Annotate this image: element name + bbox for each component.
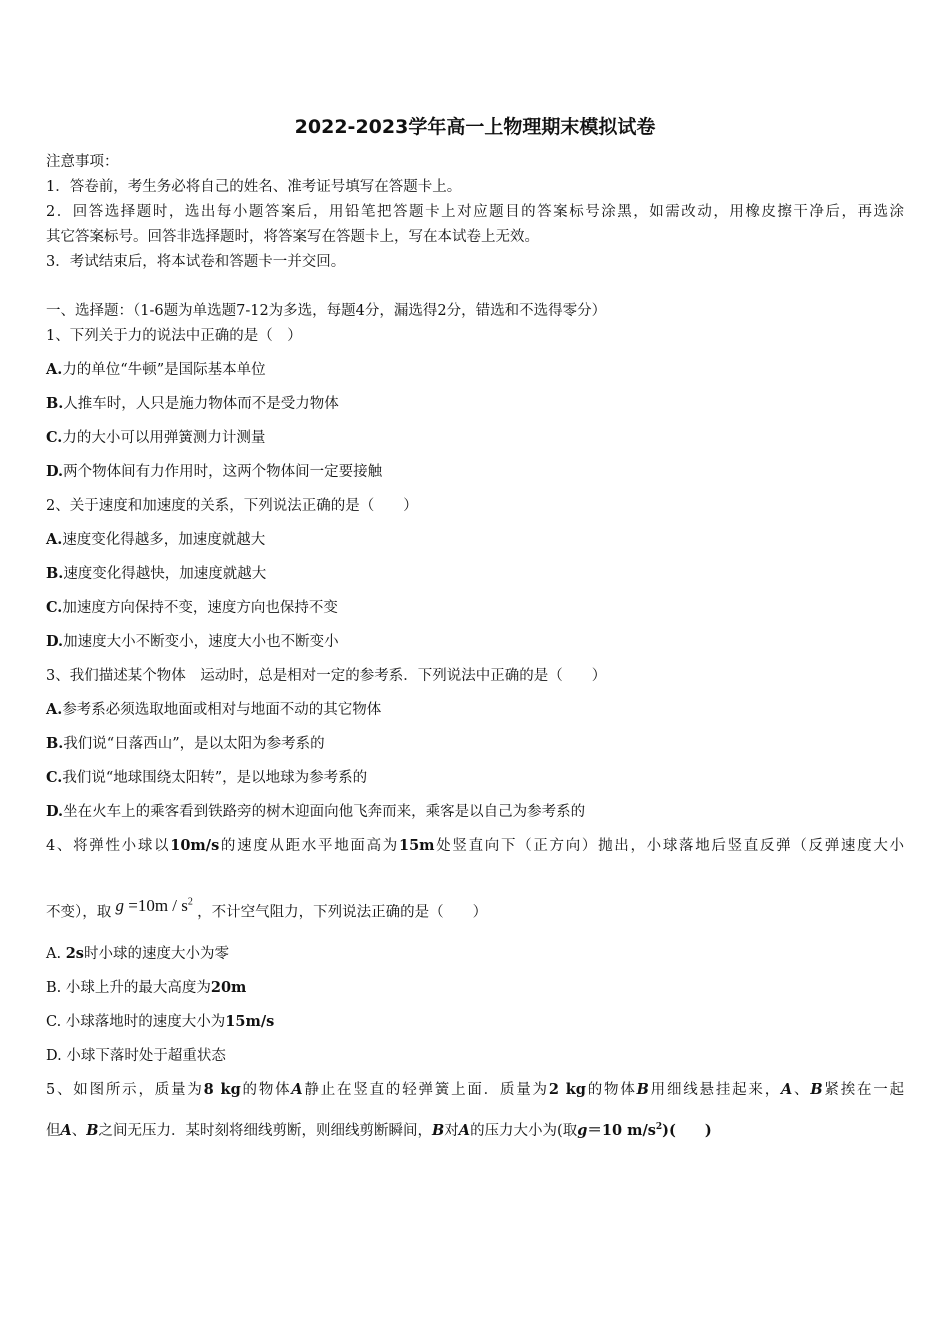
question-4-stem-continued — [46, 895, 488, 923]
option-letter: C. — [46, 429, 63, 446]
question-1-option — [46, 462, 382, 482]
formula-var: g — [115, 895, 124, 915]
stem-text: ，不计空气阻力，下列说法正确的是（ ） — [197, 904, 488, 921]
option-text: C. 小球落地时的速度大小为 — [46, 1014, 226, 1030]
option-value: 20m — [210, 979, 247, 996]
stem-value: 15m — [399, 837, 435, 854]
section-heading: 一、选择题：（1-6题为单选题7-12为多选，每题4分，漏选得2分，错选和不选得零分） — [46, 303, 607, 319]
option-text: 速度变化得越快，加速度就越大 — [63, 566, 267, 582]
option-value: 2s — [65, 945, 84, 962]
notice-item: 其它答案标号。回答非选择题时，将答案写在答题卡上，写在本试卷上无效。 — [46, 229, 539, 245]
gravity-formula — [111, 896, 197, 915]
stem-text: 5、如图所示，质量为 — [46, 1082, 204, 1098]
question-2-option — [46, 530, 265, 550]
question-3-option — [46, 802, 585, 822]
stem-value: 8 kg — [203, 1081, 241, 1098]
option-letter: D. — [46, 803, 64, 820]
formula-exp: 2 — [187, 896, 193, 907]
stem-text: 不变），取 — [46, 904, 112, 921]
notice-item: 3．考试结束后，将本试卷和答题卡一并交回。 — [46, 254, 346, 270]
question-2-option — [46, 598, 338, 618]
stem-text: 对 — [444, 1122, 459, 1139]
question-2-stem: 2、关于速度和加速度的关系，下列说法正确的是（ ） — [46, 498, 418, 514]
stem-var: g — [577, 1121, 588, 1139]
option-letter: C. — [46, 599, 63, 616]
question-4-option — [46, 1046, 226, 1066]
question-5-stem-continued — [46, 1117, 712, 1141]
option-letter: D. — [46, 463, 64, 480]
option-text: 加速度大小不断变小，速度大小也不断变小 — [63, 634, 339, 650]
question-3-option — [46, 700, 381, 720]
option-text: 我们说“日落西山”，是以太阳为参考系的 — [63, 736, 325, 752]
option-text: D. 小球下落时处于超重状态 — [46, 1048, 226, 1064]
question-2-option — [46, 564, 266, 584]
stem-exp: 2 — [655, 1122, 663, 1132]
question-3-option — [46, 768, 367, 788]
option-value: 15m/s — [225, 1013, 275, 1030]
option-text: 我们说“地球围绕太阳转”，是以地球为参考系的 — [62, 770, 368, 786]
notice-item: 1．答卷前，考生务必将自己的姓名、准考证号填写在答题卡上。 — [46, 179, 462, 195]
question-3-option — [46, 734, 325, 754]
option-text: B. 小球上升的最大高度为 — [46, 980, 211, 996]
stem-var: B — [810, 1081, 823, 1098]
notice-heading: 注意事项： — [46, 154, 119, 170]
stem-text: 4、将弹性小球以 — [46, 838, 171, 854]
option-letter: B. — [46, 735, 64, 752]
question-1-option — [46, 428, 265, 448]
stem-text: 的压力大小为(取 — [470, 1122, 578, 1139]
option-letter: A. — [46, 531, 63, 548]
stem-value: 2 kg — [548, 1081, 586, 1098]
stem-text: 的物体 — [240, 1082, 292, 1098]
question-4-option — [46, 944, 229, 964]
stem-text: 紧挨在一起 — [822, 1082, 905, 1098]
stem-text: 静止在竖直的轻弹簧上面．质量为 — [302, 1082, 549, 1098]
formula-eq: =10m / s — [128, 895, 188, 915]
question-2-option — [46, 632, 339, 652]
question-4-stem — [46, 836, 904, 856]
stem-var: B — [636, 1081, 649, 1098]
question-4-option — [46, 1012, 274, 1032]
option-text: 两个物体间有力作用时，这两个物体间一定要接触 — [63, 464, 383, 480]
option-text: 速度变化得越多，加速度就越大 — [62, 532, 266, 548]
stem-var: A — [60, 1121, 72, 1139]
stem-text: 处竖直向下（正方向）抛出，小球落地后竖直反弹（反弹速度大小 — [434, 838, 905, 854]
option-text: 力的单位“牛顿”是国际基本单位 — [62, 362, 266, 378]
option-text: 坐在火车上的乘客看到铁路旁的树木迎面向他飞奔而来，乘客是以自己为参考系的 — [63, 804, 586, 820]
option-text: A. — [46, 946, 66, 962]
question-1-option — [46, 360, 266, 380]
question-3-stem: 3、我们描述某个物体 运动时，总是相对一定的参考系．下列说法中正确的是（ ） — [46, 668, 607, 684]
stem-var: A — [291, 1081, 303, 1098]
question-1-option — [46, 394, 339, 414]
stem-text: 的速度从距水平地面高为 — [219, 838, 399, 854]
stem-var: A — [781, 1081, 793, 1098]
stem-value: 10m/s — [170, 837, 220, 854]
stem-var: B — [432, 1121, 445, 1139]
stem-text: 、 — [71, 1122, 87, 1139]
stem-text: 、 — [792, 1082, 811, 1098]
stem-var: B — [86, 1121, 99, 1139]
stem-text: 之间无压力．某时刻将细线剪断，则细线剪断瞬间， — [98, 1122, 433, 1139]
option-text: 力的大小可以用弹簧测力计测量 — [62, 430, 266, 446]
notice-item: 2．回答选择题时，选出每小题答案后，用铅笔把答题卡上对应题目的答案标号涂黑，如需改动，用橡皮擦干净后，再选涂 — [46, 204, 904, 220]
stem-text: 但 — [46, 1122, 61, 1139]
option-letter: A. — [46, 701, 63, 718]
option-text: 加速度方向保持不变，速度方向也保持不变 — [62, 600, 338, 616]
option-letter: A. — [46, 361, 63, 378]
option-text: 人推车时，人只是施力物体而不是受力物体 — [63, 396, 339, 412]
question-1-stem: 1、下列关于力的说法中正确的是（ ） — [46, 328, 302, 344]
stem-text: 的物体 — [585, 1082, 637, 1098]
page-title: 2022-2023学年高一上物理期末模拟试卷 — [294, 116, 656, 138]
stem-text: )( ) — [662, 1121, 712, 1139]
option-text: 时小球的速度大小为零 — [83, 946, 229, 962]
option-letter: B. — [46, 565, 64, 582]
stem-value: ＝10 m/s — [587, 1121, 656, 1139]
option-letter: C. — [46, 769, 63, 786]
stem-text: 用细线悬挂起来， — [648, 1082, 781, 1098]
question-4-option — [46, 978, 246, 998]
option-text: 参考系必须选取地面或相对与地面不动的其它物体 — [62, 702, 382, 718]
question-5-stem — [46, 1080, 904, 1100]
option-letter: D. — [46, 633, 64, 650]
option-letter: B. — [46, 395, 64, 412]
stem-var: A — [458, 1121, 471, 1139]
